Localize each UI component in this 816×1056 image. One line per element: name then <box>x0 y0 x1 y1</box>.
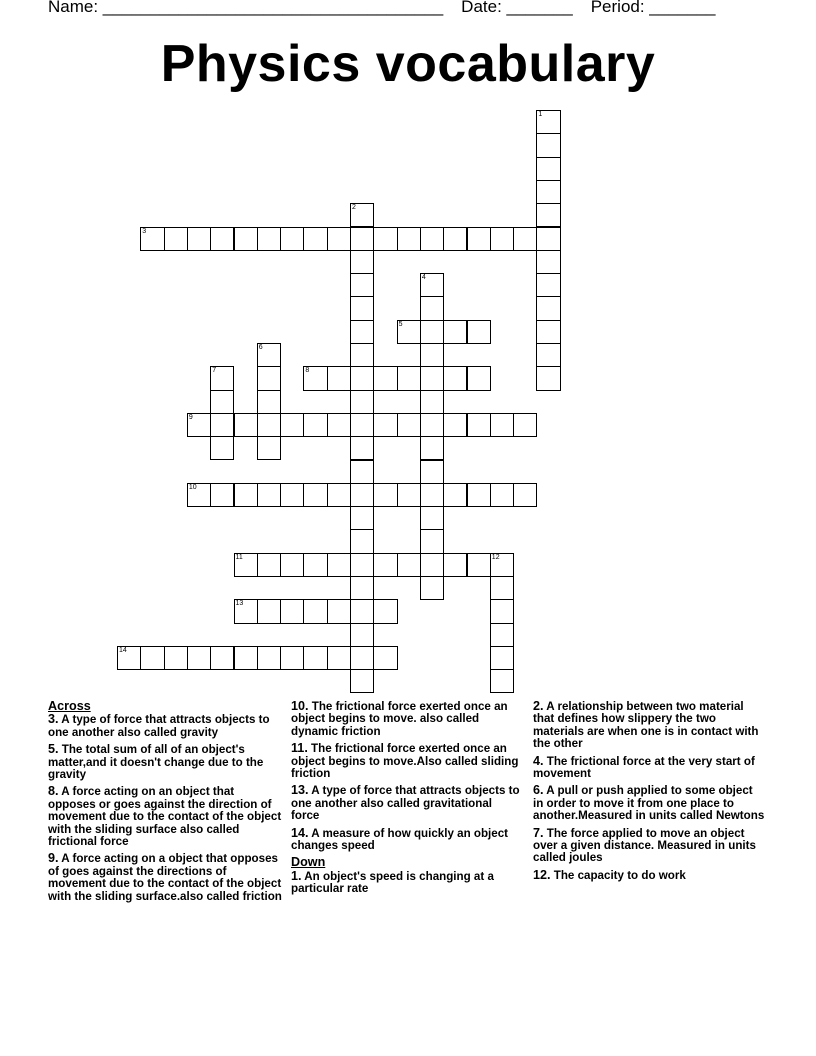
crossword-cell[interactable] <box>373 599 397 623</box>
crossword-cell[interactable] <box>303 483 327 507</box>
clue-item-number: 14. <box>291 825 309 840</box>
crossword-cell[interactable] <box>350 553 374 577</box>
crossword-cell[interactable] <box>234 227 258 251</box>
crossword-cell[interactable] <box>443 413 467 437</box>
crossword-cell[interactable] <box>257 646 281 670</box>
across-heading: Across <box>48 699 91 713</box>
crossword-cell[interactable] <box>350 390 374 414</box>
crossword-cell[interactable] <box>327 646 351 670</box>
crossword-cell[interactable] <box>327 599 351 623</box>
clue-item-text: The force applied to move an object over a given distance. Measured in units called joules <box>533 826 756 865</box>
crossword-cell[interactable] <box>257 553 281 577</box>
clue-number: 14 <box>119 646 127 654</box>
clue-item-text: The total sum of all of an object's matter,and it doesn't change due to the gravity <box>48 743 264 782</box>
crossword-cell[interactable] <box>536 296 560 320</box>
crossword-cell[interactable] <box>350 529 374 553</box>
crossword-cell[interactable] <box>536 180 560 204</box>
crossword-cell[interactable] <box>420 390 444 414</box>
clue-item-number: 6. <box>533 783 544 798</box>
crossword-cell[interactable] <box>373 413 397 437</box>
clue-item-text: The frictional force exerted once an object begins to move. also called dynamic friction <box>291 700 508 738</box>
clue-number: 2 <box>352 204 356 212</box>
crossword-cell[interactable] <box>467 483 491 507</box>
crossword-cell[interactable] <box>397 553 421 577</box>
crossword-cell[interactable] <box>490 599 514 623</box>
crossword-cell[interactable] <box>397 483 421 507</box>
crossword-cell[interactable] <box>536 157 560 181</box>
crossword-cell[interactable] <box>443 366 467 390</box>
clue-number: 12 <box>491 553 500 561</box>
crossword-cell[interactable] <box>397 413 421 437</box>
crossword-cell[interactable] <box>210 436 234 460</box>
crossword-cell[interactable] <box>350 483 374 507</box>
clue-item-number: 3. <box>48 712 59 727</box>
crossword-cell[interactable] <box>280 413 304 437</box>
crossword-cell[interactable] <box>280 553 304 577</box>
clue-item <box>533 827 765 865</box>
crossword-cell[interactable] <box>467 320 491 344</box>
crossword-cell[interactable] <box>443 483 467 507</box>
crossword-cell[interactable] <box>350 227 374 251</box>
clue-item <box>533 784 765 822</box>
crossword-cell[interactable] <box>536 343 560 367</box>
crossword-cell[interactable] <box>187 483 211 507</box>
crossword-cell[interactable] <box>373 483 397 507</box>
clue-item-text: A force acting on a object that opposes of goes against the directions of movement due to the contact of the object with the sliding surface.also called friction <box>48 852 282 903</box>
crossword-cell[interactable] <box>420 320 444 344</box>
crossword-cell[interactable] <box>467 366 491 390</box>
clue-item <box>48 743 284 781</box>
crossword-cell[interactable] <box>490 576 514 600</box>
crossword-cell[interactable] <box>513 413 537 437</box>
crossword-cell[interactable] <box>234 599 258 623</box>
crossword-cell[interactable] <box>420 506 444 530</box>
crossword-cell[interactable] <box>467 227 491 251</box>
crossword-cell[interactable] <box>350 296 374 320</box>
date-field[interactable]: Date: _______ <box>461 0 573 16</box>
crossword-cell[interactable] <box>420 273 444 297</box>
clue-item-number: 8. <box>48 784 59 799</box>
crossword-cell[interactable] <box>350 669 374 693</box>
crossword-cell[interactable] <box>303 413 327 437</box>
crossword-cell[interactable] <box>350 366 374 390</box>
crossword-cell[interactable] <box>373 227 397 251</box>
clue-item-text: The frictional force at the very start of movement <box>533 754 755 781</box>
clues-column-2 <box>291 700 521 900</box>
crossword-cell[interactable] <box>536 366 560 390</box>
clue-item-text: A type of force that attracts objects to one another also called gravitational force <box>291 784 520 823</box>
crossword-cell[interactable] <box>327 553 351 577</box>
crossword-cell[interactable] <box>373 553 397 577</box>
crossword-cell[interactable] <box>490 227 514 251</box>
crossword-cell[interactable] <box>257 227 281 251</box>
crossword-cell[interactable] <box>467 553 491 577</box>
crossword-cell[interactable] <box>164 646 188 670</box>
clue-item-text: An object's speed is changing at a particular rate <box>291 869 494 896</box>
crossword-cell[interactable] <box>210 483 234 507</box>
crossword-cell[interactable] <box>420 343 444 367</box>
crossword-cell[interactable] <box>257 343 281 367</box>
crossword-cell[interactable] <box>350 599 374 623</box>
clue-item <box>533 700 765 751</box>
down-heading: Down <box>291 855 326 870</box>
crossword-cell[interactable] <box>420 576 444 600</box>
crossword-cell[interactable] <box>257 413 281 437</box>
crossword-cell[interactable] <box>443 320 467 344</box>
crossword-cell[interactable] <box>443 553 467 577</box>
clue-item-text: The capacity to do work <box>550 868 686 882</box>
crossword-cell[interactable] <box>234 646 258 670</box>
crossword-cell[interactable] <box>536 133 560 157</box>
clue-item-text: A force acting on an object that opposes or goes against the direction of movement due to the contact of the object with the sliding surface also called frictional force <box>48 785 282 849</box>
crossword-cell[interactable] <box>397 320 421 344</box>
crossword-cell[interactable] <box>303 646 327 670</box>
page-title: Physics vocabulary <box>160 35 656 93</box>
clue-item <box>291 784 521 822</box>
crossword-cell[interactable] <box>350 623 374 647</box>
crossword-cell[interactable] <box>536 273 560 297</box>
clue-item <box>533 755 765 781</box>
crossword-cell[interactable] <box>420 483 444 507</box>
crossword-cell[interactable] <box>397 366 421 390</box>
crossword-cell[interactable] <box>280 227 304 251</box>
crossword-cell[interactable] <box>140 227 164 251</box>
crossword-cell[interactable] <box>327 483 351 507</box>
clue-item <box>291 827 521 853</box>
clue-number: 1 <box>538 111 543 118</box>
crossword-cell[interactable] <box>327 227 351 251</box>
crossword-cell[interactable] <box>536 110 560 134</box>
clue-item-number: 9. <box>48 851 59 866</box>
clue-number: 8 <box>305 367 310 375</box>
crossword-cell[interactable] <box>303 599 327 623</box>
crossword-cell[interactable] <box>420 413 444 437</box>
crossword-cell[interactable] <box>257 483 281 507</box>
crossword-cell[interactable] <box>303 366 327 390</box>
crossword-cell[interactable] <box>303 553 327 577</box>
clue-item-text: A measure of how quickly an object changes speed <box>291 826 509 853</box>
crossword-cell[interactable] <box>420 227 444 251</box>
clue-number: 5 <box>398 320 403 328</box>
crossword-cell[interactable] <box>490 646 514 670</box>
clue-number: 4 <box>421 274 426 282</box>
clue-item <box>533 869 765 882</box>
clue-number: 6 <box>258 344 263 351</box>
crossword-cell[interactable] <box>187 227 211 251</box>
crossword-cell[interactable] <box>420 553 444 577</box>
crossword-cell[interactable] <box>536 250 560 274</box>
crossword-cell[interactable] <box>350 506 374 530</box>
crossword-cell[interactable] <box>280 646 304 670</box>
clue-item-number: 5. <box>48 742 59 757</box>
crossword-cell[interactable] <box>420 436 444 460</box>
clue-item <box>48 713 284 739</box>
crossword-cell[interactable] <box>420 529 444 553</box>
crossword-cell[interactable] <box>397 227 421 251</box>
crossword-cell[interactable] <box>373 366 397 390</box>
clue-number: 13 <box>235 600 244 608</box>
crossword-cell[interactable] <box>210 366 234 390</box>
crossword-cell[interactable] <box>490 483 514 507</box>
crossword-cell[interactable] <box>350 250 374 274</box>
clue-item-number: 12. <box>533 867 551 882</box>
crossword-cell[interactable] <box>350 646 374 670</box>
clues-column-1 <box>48 700 284 907</box>
crossword-cell[interactable] <box>280 483 304 507</box>
clue-item-text: A relationship between two material that defines how slippery the two materials are when one is in contact with the other <box>533 700 759 751</box>
crossword-cell[interactable] <box>490 669 514 693</box>
crossword-cell[interactable] <box>210 227 234 251</box>
crossword-cell[interactable] <box>140 646 164 670</box>
clue-item <box>291 700 521 738</box>
clue-item-number: 2. <box>533 699 544 713</box>
crossword-cell[interactable] <box>257 599 281 623</box>
crossword-cell[interactable] <box>536 227 560 251</box>
crossword-cell[interactable] <box>327 413 351 437</box>
crossword-cell[interactable] <box>187 413 211 437</box>
crossword-cell[interactable] <box>280 599 304 623</box>
clue-item <box>48 785 284 848</box>
crossword-cell[interactable] <box>536 320 560 344</box>
clue-number: 3 <box>142 227 147 235</box>
clue-item-number: 11. <box>291 741 308 756</box>
crossword-cell[interactable] <box>350 436 374 460</box>
crossword-cell[interactable] <box>257 436 281 460</box>
crossword-cell[interactable] <box>350 203 374 227</box>
crossword-cell[interactable] <box>327 366 351 390</box>
clue-number: 11 <box>235 553 243 561</box>
clue-item-number: 4. <box>533 753 544 768</box>
crossword-cell[interactable] <box>513 483 537 507</box>
crossword-cell[interactable] <box>373 646 397 670</box>
crossword-cell[interactable] <box>117 646 141 670</box>
crossword-cell[interactable] <box>420 460 444 484</box>
clue-item <box>291 870 521 896</box>
clue-item-number: 1. <box>291 868 302 883</box>
period-field[interactable]: Period: _______ <box>590 0 716 16</box>
crossword-cell[interactable] <box>187 646 211 670</box>
clue-item-text: The frictional force exerted once an object begins to move.Also called sliding friction <box>291 742 519 781</box>
clue-item <box>48 852 284 903</box>
clue-item-number: 7. <box>533 825 544 840</box>
clue-item-text: A pull or push applied to some object in order to move it from one place to another.Measured in units called Newtons <box>533 784 765 823</box>
crossword-cell[interactable] <box>164 227 188 251</box>
crossword-cell[interactable] <box>210 390 234 414</box>
crossword-cell[interactable] <box>234 483 258 507</box>
clue-number: 7 <box>212 367 217 375</box>
crossword-cell[interactable] <box>350 273 374 297</box>
clues-column-3 <box>533 700 765 886</box>
clue-item-number: 10. <box>291 699 309 713</box>
crossword-cell[interactable] <box>490 553 514 577</box>
name-field[interactable]: Name: ____________________________________ <box>48 0 444 16</box>
clue-number: 9 <box>188 413 193 421</box>
clue-item <box>291 742 521 780</box>
crossword-cell[interactable] <box>350 343 374 367</box>
crossword-cell[interactable] <box>420 366 444 390</box>
crossword-cell[interactable] <box>350 413 374 437</box>
crossword-cell[interactable] <box>490 623 514 647</box>
clue-item-number: 13. <box>291 783 309 798</box>
crossword-cell[interactable] <box>257 390 281 414</box>
crossword-cell[interactable] <box>350 576 374 600</box>
crossword-cell[interactable] <box>303 227 327 251</box>
crossword-cell[interactable] <box>210 646 234 670</box>
crossword-cell[interactable] <box>536 203 560 227</box>
crossword-cell[interactable] <box>210 413 234 437</box>
crossword-cell[interactable] <box>350 460 374 484</box>
clue-number: 10 <box>188 483 197 491</box>
clue-item-text: A type of force that attracts objects to one another also called gravity <box>48 713 270 739</box>
crossword-cell[interactable] <box>443 227 467 251</box>
crossword-cell[interactable] <box>234 553 258 577</box>
crossword-cell[interactable] <box>257 366 281 390</box>
crossword-cell[interactable] <box>467 413 491 437</box>
crossword-cell[interactable] <box>420 296 444 320</box>
crossword-cell[interactable] <box>234 413 258 437</box>
crossword-cell[interactable] <box>350 320 374 344</box>
crossword-cell[interactable] <box>490 413 514 437</box>
crossword-cell[interactable] <box>513 227 537 251</box>
